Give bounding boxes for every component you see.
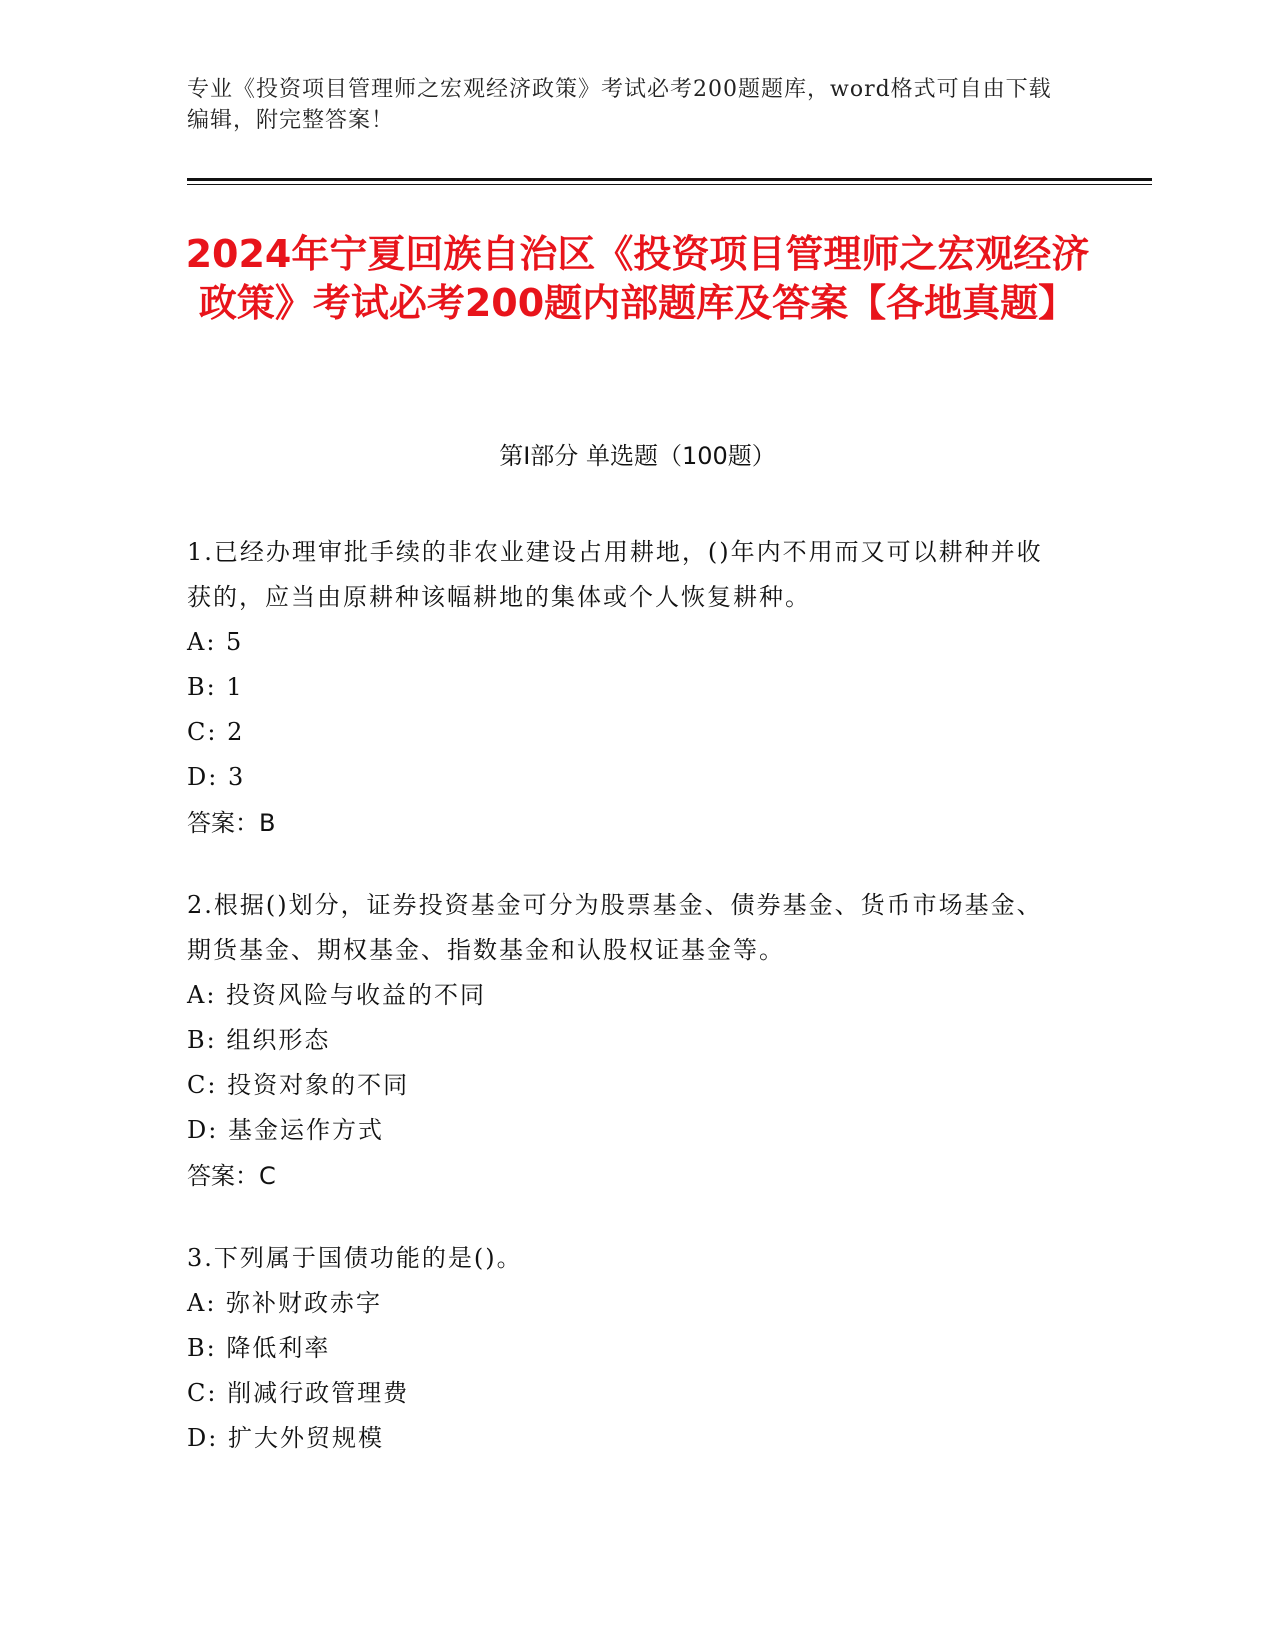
question-1 xyxy=(187,530,1067,846)
answer: 答案：C xyxy=(187,1162,276,1190)
question-stem: 3.下列属于国债功能的是()。 xyxy=(187,1244,523,1272)
answer: 答案：B xyxy=(187,809,276,837)
question-stem: 2.根据()划分，证券投资基金可分为股票基金、债券基金、货币市场基金、期货基金、期权基金、指数基金和认股权证基金等。 xyxy=(187,891,1043,964)
option-a: A: 5 xyxy=(187,628,244,656)
question-2 xyxy=(187,883,1067,1199)
option-a: A: 弥补财政赤字 xyxy=(187,1289,383,1317)
option-b: B: 降低利率 xyxy=(187,1334,331,1362)
option-a: A: 投资风险与收益的不同 xyxy=(187,981,487,1009)
option-d: D: 扩大外贸规模 xyxy=(187,1424,384,1452)
option-c: C: 投资对象的不同 xyxy=(187,1071,410,1099)
document-title: 2024年宁夏回族自治区《投资项目管理师之宏观经济政策》考试必考200题内部题库及答案【各地真题】 xyxy=(185,232,1090,325)
header-note: 专业《投资项目管理师之宏观经济政策》考试必考200题题库，word格式可自由下载编辑，附完整答案！ xyxy=(187,77,1052,133)
option-c: C: 2 xyxy=(187,718,245,746)
section-title: 第Ⅰ部分 单选题（100题） xyxy=(499,442,776,470)
option-d: D: 基金运作方式 xyxy=(187,1116,384,1144)
question-3 xyxy=(187,1236,1067,1461)
header-divider-thin xyxy=(187,184,1152,185)
option-b: B: 组织形态 xyxy=(187,1026,331,1054)
option-b: B: 1 xyxy=(187,673,244,701)
header-divider-thick xyxy=(187,178,1152,181)
question-list xyxy=(187,530,1067,1498)
question-stem: 1.已经办理审批手续的非农业建设占用耕地，()年内不用而又可以耕种并收获的，应当由原耕种该幅耕地的集体或个人恢复耕种。 xyxy=(187,538,1043,611)
option-d: D: 3 xyxy=(187,763,246,791)
option-c: C: 削减行政管理费 xyxy=(187,1379,410,1407)
